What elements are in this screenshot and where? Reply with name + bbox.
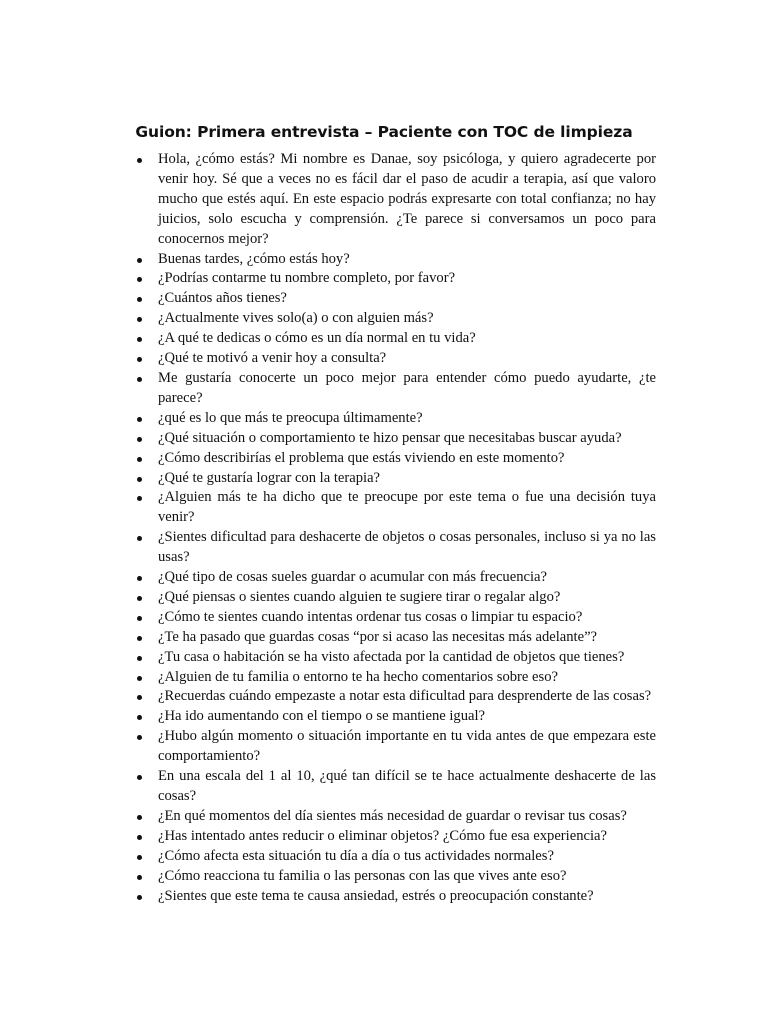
list-item-text: ¿Cuántos años tienes?: [158, 290, 287, 307]
list-item-text: ¿Podrías contarme tu nombre completo, por favor?: [158, 270, 456, 287]
list-item: [158, 588, 656, 608]
list-item: [158, 707, 656, 727]
list-item-text: Hola, ¿cómo estás? Mi nombre es Danae, soy psicóloga, y quiero agradecerte por venir hoy. Sé que a veces no es fácil dar el paso de acudir a terapia, así que valoro mucho que estés aquí. En este espacio podrás expresarte con total confianza; no hay juicios, solo escucha y comprensión. ¿Te parece si conversamos un poco para conocernos mejor?: [158, 151, 656, 247]
list-item: [158, 309, 656, 329]
bullet-icon: [137, 297, 142, 302]
bullet-icon: [137, 676, 142, 681]
list-item: [158, 668, 656, 688]
list-item-text: ¿Ha ido aumentando con el tiempo o se mantiene igual?: [158, 708, 486, 725]
list-item-text: ¿Sientes que este tema te causa ansiedad, estrés o preocupación constante?: [158, 887, 594, 904]
list-item: [158, 329, 656, 349]
list-item-text: ¿Actualmente vives solo(a) o con alguien más?: [158, 310, 434, 327]
list-item: [158, 269, 656, 289]
list-item-text: ¿Hubo algún momento o situación importante en tu vida antes de que empezara este comportamiento?: [158, 728, 656, 765]
bullet-icon: [137, 895, 142, 900]
list-item: [158, 628, 656, 648]
list-item: [158, 488, 656, 528]
list-item-text: ¿Qué tipo de cosas sueles guardar o acumular con más frecuencia?: [158, 569, 547, 586]
list-item-text: ¿Alguien más te ha dicho que te preocupe por este tema o fue una decisión tuya venir?: [158, 489, 656, 526]
list-item: [158, 349, 656, 369]
bullet-icon: [137, 536, 142, 541]
bullet-icon: [137, 357, 142, 362]
list-item: [158, 429, 656, 449]
question-list: [158, 150, 656, 906]
list-item: [158, 807, 656, 827]
bullet-icon: [137, 855, 142, 860]
list-item-text: ¿Sientes dificultad para deshacerte de objetos o cosas personales, incluso si ya no las usas?: [158, 529, 656, 566]
list-item: [158, 827, 656, 847]
list-item: [158, 727, 656, 767]
list-item-text: ¿Tu casa o habitación se ha visto afectada por la cantidad de objetos que tienes?: [158, 648, 625, 665]
bullet-icon: [137, 875, 142, 880]
list-item-text: ¿Qué te gustaría lograr con la terapia?: [158, 469, 381, 486]
list-item: [158, 250, 656, 270]
list-item-text: En una escala del 1 al 10, ¿qué tan difícil se te hace actualmente deshacerte de las cosas?: [158, 768, 656, 804]
list-item: [158, 369, 656, 409]
bullet-icon: [137, 496, 142, 501]
list-item-text: ¿En qué momentos del día sientes más necesidad de guardar o revisar tus cosas?: [158, 807, 627, 824]
list-item: [158, 528, 656, 568]
bullet-icon: [137, 457, 142, 462]
list-item: [158, 409, 656, 429]
bullet-icon: [137, 695, 142, 700]
list-item: [158, 767, 656, 807]
list-item-text: Me gustaría conocerte un poco mejor para entender cómo puedo ayudarte, ¿te parece?: [158, 369, 656, 406]
bullet-icon: [137, 158, 142, 163]
bullet-icon: [137, 596, 142, 601]
bullet-icon: [137, 477, 142, 482]
document-title: Guion: Primera entrevista – Paciente con TOC de limpieza: [135, 123, 633, 141]
list-item: [158, 687, 656, 707]
bullet-icon: [137, 616, 142, 621]
list-item-text: ¿Qué te motivó a venir hoy a consulta?: [158, 350, 387, 367]
list-item: [158, 449, 656, 469]
list-item: [158, 289, 656, 309]
list-item: [158, 568, 656, 588]
list-item: [158, 847, 656, 867]
bullet-icon: [137, 735, 142, 740]
list-item-text: Buenas tardes, ¿cómo estás hoy?: [158, 250, 350, 267]
bullet-icon: [137, 317, 142, 322]
list-item-text: ¿Has intentado antes reducir o eliminar objetos? ¿Cómo fue esa experiencia?: [158, 827, 607, 844]
bullet-icon: [137, 656, 142, 661]
bullet-icon: [137, 576, 142, 581]
list-item: [158, 469, 656, 489]
bullet-icon: [137, 715, 142, 720]
bullet-icon: [137, 337, 142, 342]
list-item: [158, 608, 656, 628]
list-item: [158, 887, 656, 907]
list-item-text: ¿Qué piensas o sientes cuando alguien te sugiere tirar o regalar algo?: [158, 588, 561, 605]
bullet-icon: [137, 815, 142, 820]
list-item-text: ¿Te ha pasado que guardas cosas “por si acaso las necesitas más adelante”?: [158, 628, 598, 645]
list-item-text: ¿Cómo reacciona tu familia o las personas con las que vives ante eso?: [158, 867, 567, 884]
list-item-text: ¿A qué te dedicas o cómo es un día normal en tu vida?: [158, 330, 476, 347]
list-item-text: ¿Cómo afecta esta situación tu día a día o tus actividades normales?: [158, 847, 554, 864]
bullet-icon: [137, 636, 142, 641]
list-item: [158, 867, 656, 887]
list-item-text: ¿Cómo describirías el problema que estás viviendo en este momento?: [158, 449, 565, 466]
bullet-icon: [137, 377, 142, 382]
bullet-icon: [137, 277, 142, 282]
bullet-icon: [137, 437, 142, 442]
list-item: [158, 150, 656, 250]
bullet-icon: [137, 835, 142, 840]
bullet-icon: [137, 258, 142, 263]
list-item-text: ¿Alguien de tu familia o entorno te ha hecho comentarios sobre eso?: [158, 668, 558, 685]
bullet-icon: [137, 417, 142, 422]
bullet-icon: [137, 775, 142, 780]
list-item-text: ¿Qué situación o comportamiento te hizo pensar que necesitabas buscar ayuda?: [158, 429, 622, 446]
list-item-text: ¿qué es lo que más te preocupa últimamente?: [158, 409, 423, 426]
list-item-text: ¿Cómo te sientes cuando intentas ordenar tus cosas o limpiar tu espacio?: [158, 608, 583, 625]
list-item-text: ¿Recuerdas cuándo empezaste a notar esta dificultad para desprenderte de las cosas?: [158, 688, 652, 705]
list-item: [158, 648, 656, 668]
